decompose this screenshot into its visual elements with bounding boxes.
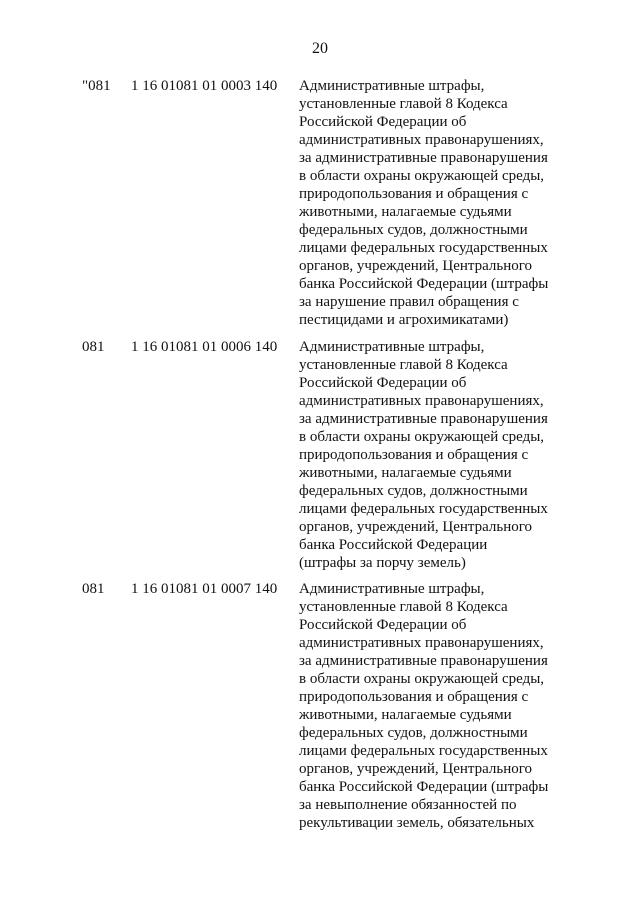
description-line: Российской Федерации об xyxy=(299,114,467,130)
admin-code: 081 xyxy=(82,581,105,597)
description-line: животными, налагаемые судьями xyxy=(299,707,512,723)
description-line: животными, налагаемые судьями xyxy=(299,204,512,220)
description-line: за административные правонарушения xyxy=(299,150,548,166)
description-line: в области охраны окружающей среды, xyxy=(299,168,545,184)
description-line: административных правонарушениях, xyxy=(299,132,544,148)
description-line: природопользования и обращения с xyxy=(299,186,529,202)
description-line: природопользования и обращения с xyxy=(299,689,529,705)
description-line: рекультивации земель, обязательных xyxy=(299,815,535,831)
description-line: лицами федеральных государственных xyxy=(299,240,548,256)
description-line: в области охраны окружающей среды, xyxy=(299,671,545,687)
description-line: за нарушение правил обращения с xyxy=(299,294,519,310)
description-line: в области охраны окружающей среды, xyxy=(299,429,545,445)
page-number: 20 xyxy=(312,40,328,57)
description-line: установленные главой 8 Кодекса xyxy=(299,96,508,112)
description-line: банка Российской Федерации xyxy=(299,537,488,553)
description-line: Российской Федерации об xyxy=(299,375,467,391)
description-line: пестицидами и агрохимикатами) xyxy=(299,312,509,328)
description-line: за административные правонарушения xyxy=(299,411,548,427)
description-line: федеральных судов, должностными xyxy=(299,222,528,238)
description-line: (штрафы за порчу земель) xyxy=(299,555,466,571)
description-line: банка Российской Федерации (штрафы xyxy=(299,276,549,292)
description-line: Российской Федерации об xyxy=(299,617,467,633)
description-line: органов, учреждений, Центрального xyxy=(299,258,533,274)
description-line: федеральных судов, должностными xyxy=(299,483,528,499)
admin-code: "081 xyxy=(82,78,111,94)
description-line: лицами федеральных государственных xyxy=(299,743,548,759)
description-line: Административные штрафы, xyxy=(299,339,485,355)
description-line: административных правонарушениях, xyxy=(299,393,544,409)
description-line: лицами федеральных государственных xyxy=(299,501,548,517)
description-line: за административные правонарушения xyxy=(299,653,548,669)
description-line: Административные штрафы, xyxy=(299,581,485,597)
description-line: животными, налагаемые судьями xyxy=(299,465,512,481)
description-line: банка Российской Федерации (штрафы xyxy=(299,779,549,795)
entry-description xyxy=(299,77,599,329)
kbk-code: 1 16 01081 01 0006 140 xyxy=(131,339,278,355)
description-line: Административные штрафы, xyxy=(299,78,485,94)
kbk-code: 1 16 01081 01 0003 140 xyxy=(131,78,278,94)
description-line: федеральных судов, должностными xyxy=(299,725,528,741)
kbk-code: 1 16 01081 01 0007 140 xyxy=(131,581,278,597)
description-line: административных правонарушениях, xyxy=(299,635,544,651)
entry-description xyxy=(299,580,599,832)
admin-code: 081 xyxy=(82,339,105,355)
description-line: органов, учреждений, Центрального xyxy=(299,519,533,535)
description-line: органов, учреждений, Центрального xyxy=(299,761,533,777)
description-line: установленные главой 8 Кодекса xyxy=(299,599,508,615)
description-line: установленные главой 8 Кодекса xyxy=(299,357,508,373)
description-line: за невыполнение обязанностей по xyxy=(299,797,517,813)
description-line: природопользования и обращения с xyxy=(299,447,529,463)
entry-description xyxy=(299,338,599,572)
